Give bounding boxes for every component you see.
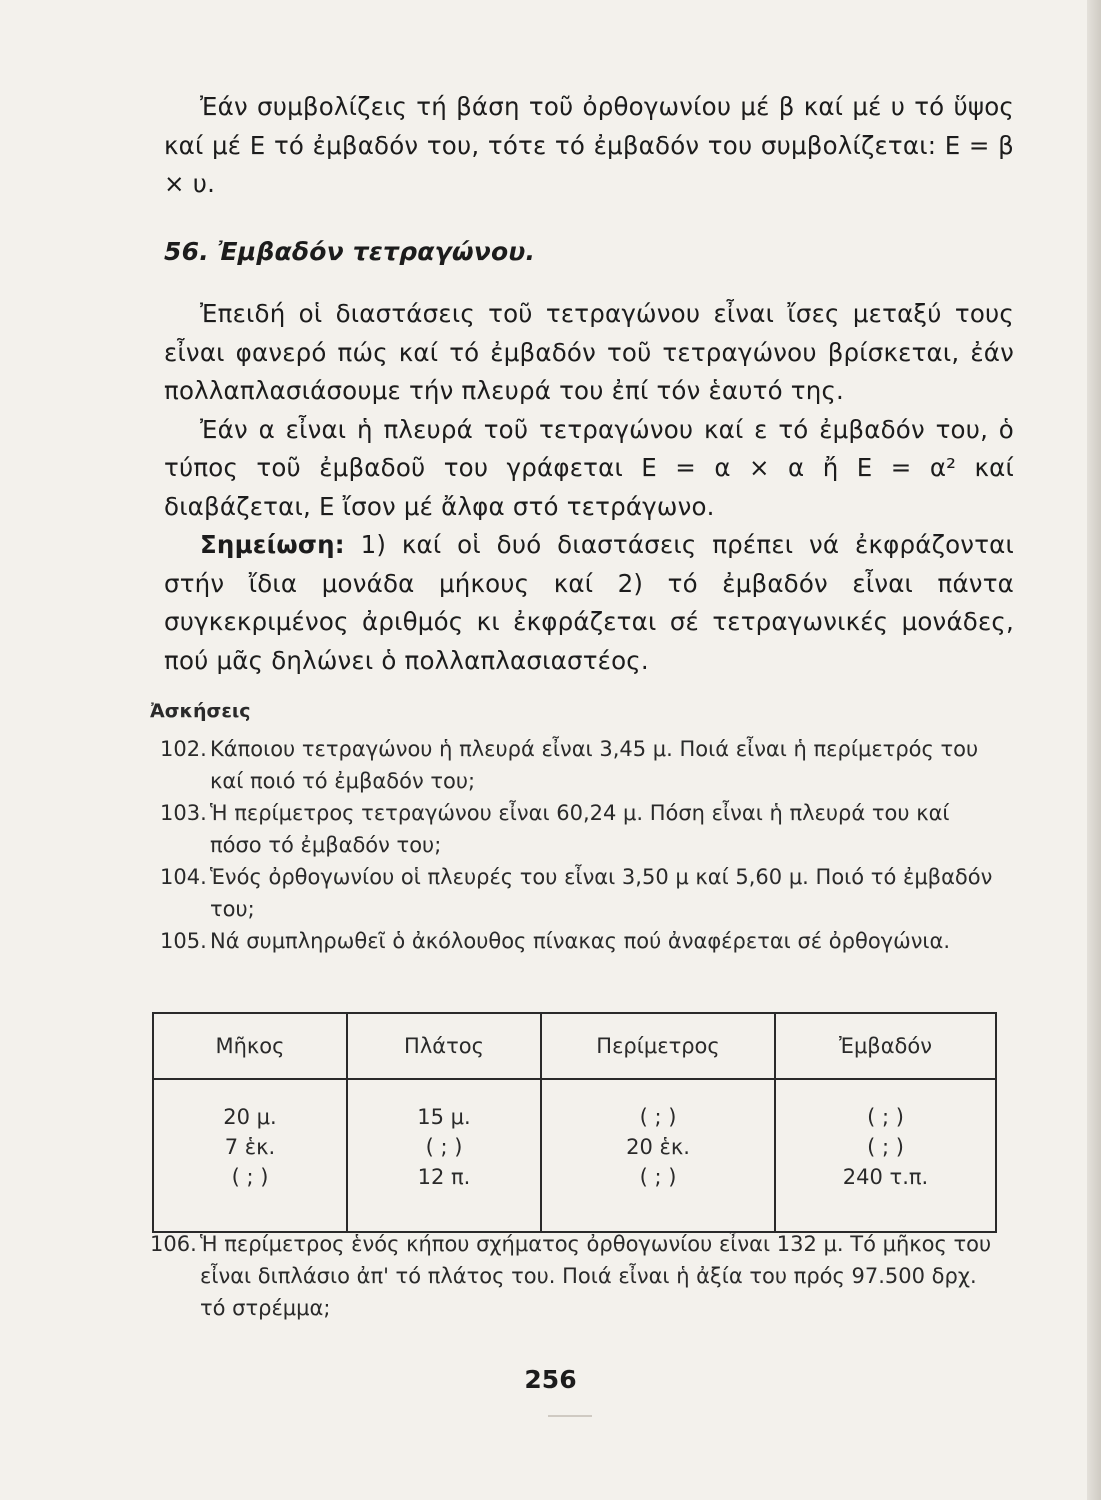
table-cell: 20 ἑκ. [626,1135,690,1159]
table-cell: 7 ἑκ. [224,1135,276,1159]
section-heading: 56. Ἐμβαδόν τετραγώνου. [164,236,536,266]
table-cell: ( ; ) [639,1105,677,1129]
exercise-text: Κάποιου τετραγώνου ἡ πλευρά εἶναι 3,45 μ. Ποιά εἶναι ἡ περίμετρός του καί ποιό τό ἐμβαδόν του; [210,737,979,793]
exercise-text: Ἡ περίμετρος τετραγώνου εἶναι 60,24 μ. Πόση εἶναι ἡ πλευρά του καί πόσο τό ἐμβαδόν του; [210,801,950,857]
note-paragraph [164,526,1014,680]
data-table [152,1012,997,1233]
column-perimeter [541,1079,775,1232]
header-area: Ἐμβαδόν [775,1013,996,1079]
note-label: Σημείωση: [200,530,345,559]
table-cell: 15 μ. [417,1105,471,1129]
table-cell: ( ; ) [867,1105,904,1129]
exercise-number: 104. [160,865,207,889]
exercise-number: 106. [150,1232,197,1256]
table-row [153,1079,996,1232]
page-number: 256 [524,1365,577,1394]
exercise-text: Νά συμπληρωθεῖ ὁ ἀκόλουθος πίνακας πού ἀναφέρεται σέ ὀρθογώνια. [210,929,951,953]
exercise-item [160,925,1000,957]
exercise-text: Ἑνός ὀρθογωνίου οἱ πλευρές του εἶναι 3,50 μ καί 5,60 μ. Ποιό τό ἐμβαδόν του; [210,865,993,921]
table-cell: ( ; ) [867,1135,904,1159]
header-width: Πλάτος [347,1013,541,1079]
header-perimeter: Περίμετρος [541,1013,775,1079]
table-cell: 240 τ.π. [842,1165,929,1189]
table-cell: 12 π. [417,1165,471,1189]
header-length: Μῆκος [153,1013,347,1079]
column-width [347,1079,541,1232]
exercise-item [160,797,1000,861]
intro-paragraph: Ἐάν συμβολίζεις τή βάση τοῦ ὀρθογωνίου μέ β καί μέ υ τό ὕψος καί μέ Ε τό ἐμβαδόν του, τότε τό ἐμβαδόν του συμβολίζεται: Ε = β × υ. [164,92,1014,198]
exercise-text: Ἡ περίμετρος ἑνός κήπου σχήματος ὀρθογωνίου εἶναι 132 μ. Τό μῆκος του εἶναι διπλάσιο ἀπ' τό πλάτος του. Ποιά εἶναι ἡ ἀξία του πρός 97.500 δρχ. τό στρέμμα; [200,1232,992,1320]
note-text: 1) καί οἱ δυό διαστάσεις πρέπει νά ἐκφράζονται στήν ἴδια μονάδα μήκους καί 2) τό ἐμβαδόν εἶναι πάντα συγκεκριμένος ἀριθμός κι ἐκφράζεται σέ τετραγωνικές μονάδες, πού μᾶς δηλώνει ὁ πολλαπλασιαστέος. [164,530,1014,675]
exercise-item [160,733,1000,797]
table-header-row [153,1013,996,1079]
exercise-item [160,861,1000,925]
exercise-number: 102. [160,737,207,761]
exercise-number: 105. [160,929,207,953]
footer-rule [548,1415,592,1417]
section-paragraph-1: Ἐπειδή οἱ διαστάσεις τοῦ τετραγώνου εἶναι ἴσες μεταξύ τους εἶναι φανερό πώς καί τό ἐμβαδόν τοῦ τετραγώνου βρίσκεται, ἐάν πολλαπλασιάσουμε τήν πλευρά του ἐπί τόν ἑαυτό της. [164,299,1014,405]
page-edge [1087,0,1101,1500]
exercise-list [160,733,1000,957]
exercise-106 [150,1228,1000,1324]
section-paragraph-2: Ἐάν α εἶναι ἡ πλευρά τοῦ τετραγώνου καί ε τό ἐμβαδόν του, ὁ τύπος τοῦ ἐμβαδοῦ του γράφεται Ε = α × α ἤ Ε = α² καί διαβάζεται, Ε ἴσον μέ ἄλφα στό τετράγωνο. [164,414,1014,521]
exercises-title: Ἀσκήσεις [150,700,251,722]
main-text [164,88,1014,680]
rectangles-table [152,1012,997,1204]
column-area [775,1079,996,1232]
table-cell: ( ; ) [639,1165,677,1189]
column-length [153,1079,347,1232]
table-cell: ( ; ) [425,1135,463,1159]
table-cell: ( ; ) [231,1165,269,1189]
exercise-number: 103. [160,801,207,825]
table-cell: 20 μ. [223,1105,277,1129]
